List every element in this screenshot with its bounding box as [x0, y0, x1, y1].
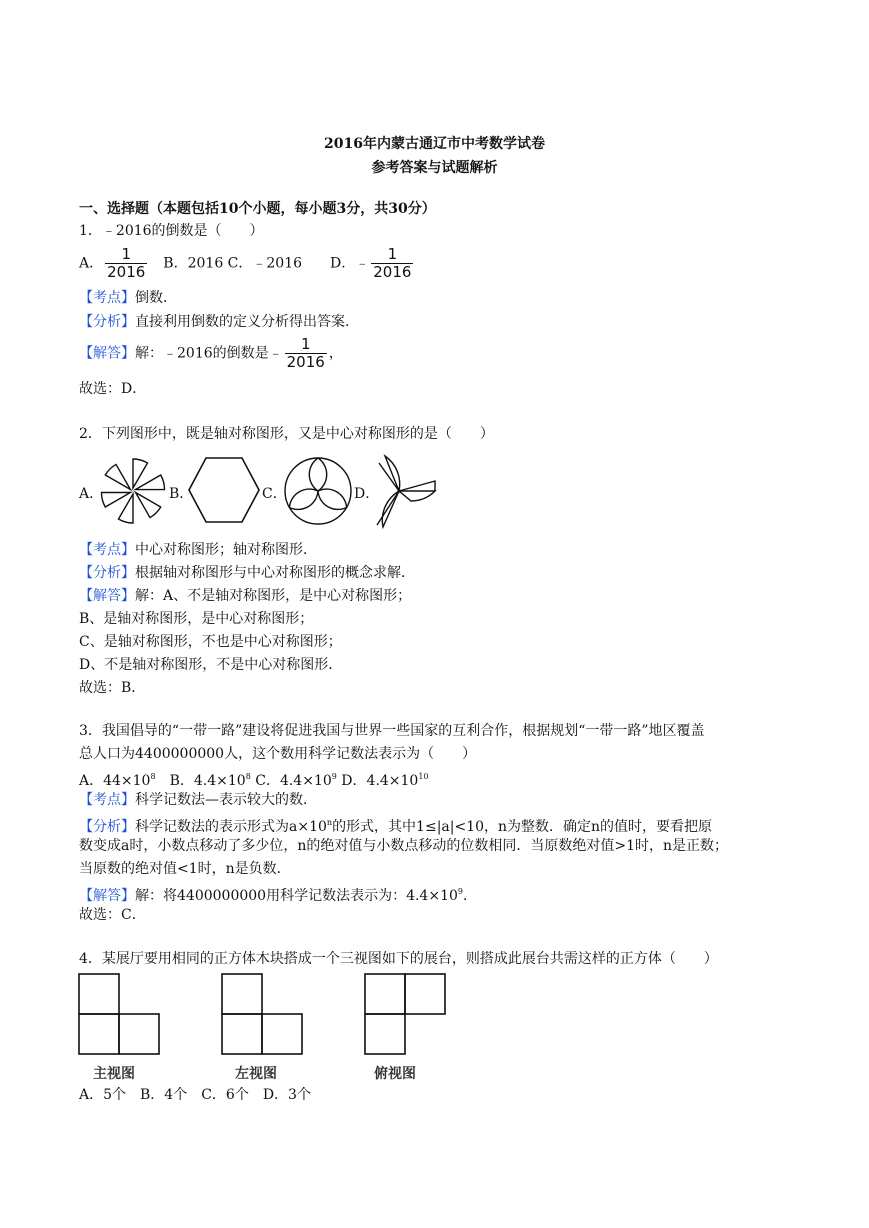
q2-figure-b-hexagon [186, 455, 262, 525]
q2-jieda [79, 587, 411, 605]
q3-fenxi-line2: 数变成a时，小数点移动了多少位，n的绝对值与小数点移动的位数相同．当原数绝对值>1时，n是正数； [79, 838, 729, 854]
q1-d-numerator: 1 [387, 245, 398, 263]
q1-a-numerator: 1 [121, 245, 131, 263]
q3-option-d-exponent: 10 [418, 772, 429, 781]
q1-jieda [79, 336, 343, 371]
q2-figure-d-propeller [371, 453, 439, 531]
q3-option-b-exponent: 8 [245, 772, 251, 781]
q1-option-d-fraction [371, 246, 413, 281]
q2-label-b: B． [169, 486, 194, 502]
q1-jieda-denominator: 2016 [286, 353, 325, 371]
q3-option-a-exponent: 8 [150, 772, 156, 781]
q3-kaodian [79, 791, 317, 809]
q1-jieda-fraction [285, 336, 327, 371]
kaodian-tag: 【考点】 [79, 542, 135, 558]
fenxi-tag: 【分析】 [79, 819, 135, 835]
q2-stem: 2．下列图形中，既是轴对称图形，又是中心对称图形的是（ ） [79, 426, 494, 442]
q3-fenxi-line3: 当原数的绝对值<1时，n是负数． [79, 861, 291, 877]
q1-option-a-fraction [105, 246, 147, 281]
q2-line-d: D、不是轴对称图形，不是中心对称图形． [79, 657, 343, 673]
q3-fenxi-exponent: n [326, 818, 333, 827]
kaodian-tag: 【考点】 [79, 792, 135, 808]
fenxi-tag: 【分析】 [79, 565, 135, 581]
q4-top-view [364, 973, 446, 1055]
q2-fenxi [79, 564, 415, 582]
q3-option-d: D．4.4×10 [336, 773, 419, 789]
q2-fenxi-text: 根据轴对称图形与中心对称图形的概念求解． [135, 565, 415, 581]
q1-d-denominator: 2016 [373, 263, 412, 281]
jieda-tag: 【解答】 [79, 888, 135, 904]
q3-option-b: B．4.4×10 [155, 773, 246, 789]
q2-label-a: A． [79, 486, 104, 502]
q4-stem: 4．某展厅要用相同的正方体木块搭成一个三视图如下的展台，则搭成此展台共需这样的正方体（ ） [79, 951, 718, 967]
q3-options [79, 768, 429, 790]
q3-option-c: C．4.4×10 [250, 773, 332, 789]
q2-answer: 故选：B． [79, 680, 146, 696]
q3-fenxi-text-post: 的形式，其中1≤|a|<10，n为整数．确定n的值时，要看把原 [332, 819, 713, 835]
q3-stem-line2: 总人口为4400000000人，这个数用科学记数法表示为（ ） [79, 746, 477, 762]
q1-jieda-text: 解：﹣2016的倒数是﹣ [135, 345, 283, 362]
q1-answer: 故选：D． [79, 381, 147, 397]
q4-caption-front: 主视图 [93, 1066, 135, 1082]
q4-caption-left: 左视图 [235, 1066, 277, 1082]
q3-fenxi-line1 [79, 814, 712, 836]
q1-jieda-post: ， [328, 345, 343, 362]
section-heading: 一、选择题（本题包括10个小题，每小题3分，共30分） [79, 201, 436, 217]
q2-label-c: C． [262, 486, 287, 502]
q1-jieda-numerator: 1 [300, 335, 311, 353]
q1-fenxi-text: 直接利用倒数的定义分析得出答案． [135, 314, 359, 330]
q1-option-a-label: A． [79, 255, 104, 272]
q4-front-view [78, 973, 160, 1055]
q1-kaodian [79, 289, 177, 307]
q2-kaodian-text: 中心对称图形；轴对称图形． [135, 542, 317, 558]
q3-jieda-post: ． [462, 888, 477, 904]
q1-options [79, 246, 415, 281]
q3-jieda-text: 解：将4400000000用科学记数法表示为：4.4×10 [135, 888, 458, 904]
q3-answer: 故选：C． [79, 907, 146, 923]
q3-jieda-exponent: 9 [457, 887, 463, 896]
q4-options: A．5个 B．4个 C．6个 D．3个 [79, 1087, 311, 1103]
q1-kaodian-text: 倒数． [135, 290, 177, 306]
q3-jieda [79, 883, 477, 905]
q3-option-a: A．44×10 [79, 773, 151, 789]
kaodian-tag: 【考点】 [79, 290, 135, 306]
page-subtitle: 参考答案与试题解析 [371, 160, 498, 176]
q3-kaodian-text: 科学记数法—表示较大的数． [135, 792, 317, 808]
q1-a-denominator: 2016 [107, 263, 146, 281]
jieda-tag: 【解答】 [79, 588, 135, 604]
q3-stem-line1: 3．我国倡导的“一带一路”建设将促进我国与世界一些国家的互利合作，根据规划“一带一路”地区覆盖 [79, 723, 705, 739]
q2-jieda-text: 解：A、不是轴对称图形，是中心对称图形； [135, 588, 412, 604]
q2-line-b: B、是轴对称图形，是中心对称图形； [79, 611, 314, 627]
q1-fenxi [79, 313, 359, 331]
jieda-tag: 【解答】 [79, 345, 135, 362]
q2-figure-a-pinwheel [97, 455, 169, 527]
q1-options-bcd: B．2016 C．﹣2016 D．﹣ [149, 255, 370, 272]
q2-kaodian [79, 541, 317, 559]
q2-figure-c-circle-arcs [282, 455, 354, 527]
q3-fenxi-text: 科学记数法的表示形式为a×10 [135, 819, 327, 835]
q3-option-c-exponent: 9 [331, 772, 337, 781]
q4-caption-top: 俯视图 [374, 1066, 416, 1082]
q2-line-c: C、是轴对称图形，不也是中心对称图形； [79, 634, 342, 650]
fenxi-tag: 【分析】 [79, 314, 135, 330]
page-title: 2016年内蒙古通辽市中考数学试卷 [324, 136, 545, 152]
q1-stem: 1．﹣2016的倒数是（ ） [79, 223, 264, 239]
q2-label-d: D． [354, 486, 380, 502]
q4-left-view [221, 973, 303, 1055]
